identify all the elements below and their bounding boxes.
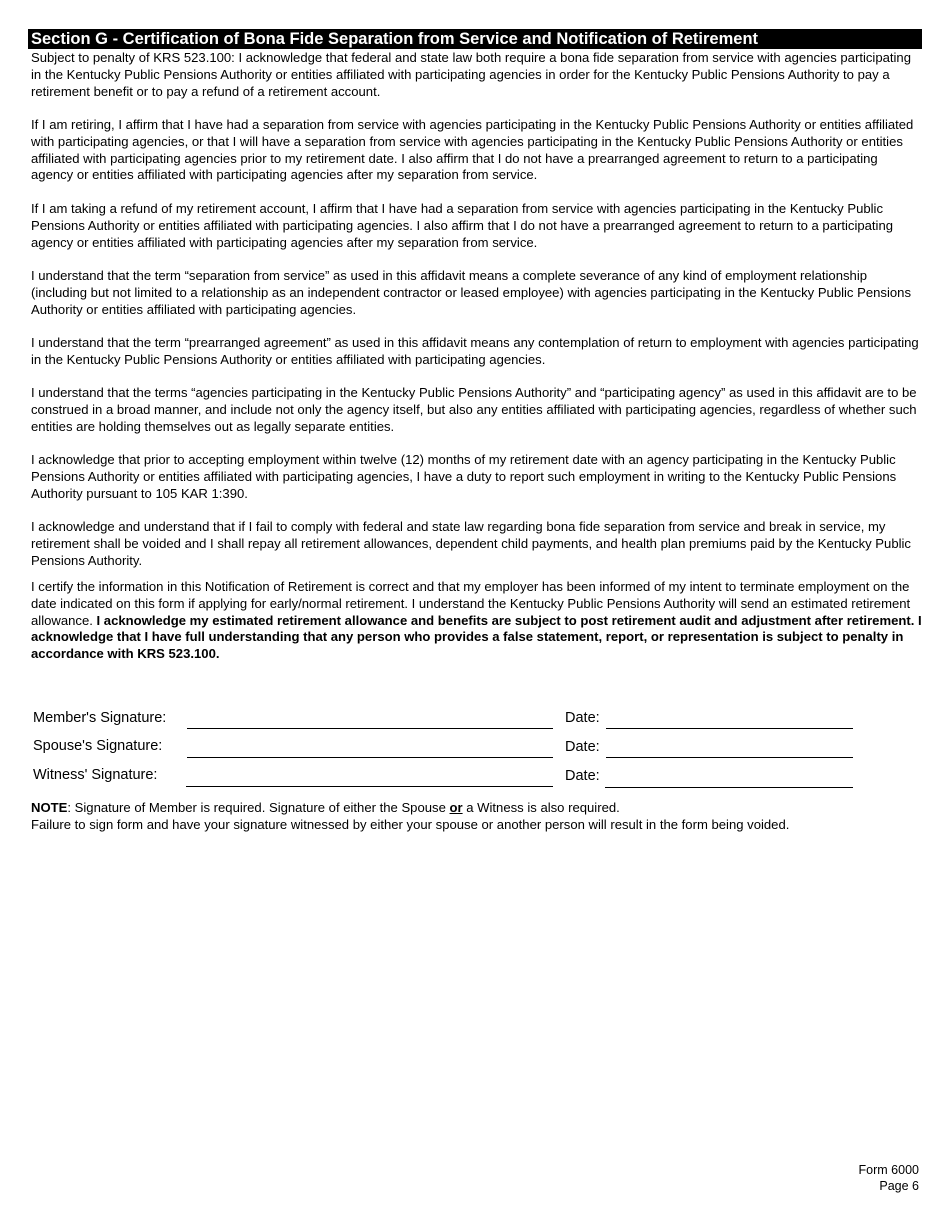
certification-text: I certify the information in this Notification of Retirement is correct and that my employer has been informed of my intent to terminate employment on the date indicated on this form if applying for early/normal retirement. I understand the Kentucky Public Pensions Authority will send an estimated retirement allowance.: [31, 579, 911, 628]
note-text-1: : Signature of Member is required. Signature of either the Spouse: [67, 800, 450, 815]
member-signature-label: Member's Signature:: [33, 710, 167, 726]
spouse-date-field[interactable]: [606, 757, 853, 758]
signature-note: [31, 799, 921, 833]
page-footer: [859, 1163, 919, 1194]
member-date-field[interactable]: [606, 728, 853, 729]
spouse-signature-label: Spouse's Signature:: [33, 738, 163, 754]
spouse-date-label: Date:: [565, 739, 600, 755]
paragraph-employment-report: I acknowledge that prior to accepting employment within twelve (12) months of my retirement date with an agency participating in the Kentucky Public Pensions Authority or entities affiliated with participating agencies, I have a duty to report such employment in writing to the Kentucky Public Pensions Authority pursuant to 105 KAR 1:390.: [31, 452, 897, 501]
note-label: NOTE: [31, 800, 68, 815]
form-number: Form 6000: [858, 1163, 919, 1177]
page-number: Page 6: [879, 1178, 919, 1193]
paragraph-refund-affirmation: If I am taking a refund of my retirement account, I affirm that I have had a separation from service with agencies participating in the Kentucky Public Pensions Authority or entities affiliated with participating agencies. I also affirm that I do not have a prearranged agreement to return to a participating agency or entities affiliated with participating agencies after my separation from service.: [31, 201, 894, 250]
paragraph-certification: [31, 579, 923, 663]
note-line-2: Failure to sign form and have your signature witnessed by either your spouse or another person will result in the form being voided.: [31, 817, 790, 832]
paragraph-penalty: Subject to penalty of KRS 523.100: I acknowledge that federal and state law both require a bona fide separation from service with agencies participating in the Kentucky Public Pensions Authority or entities affiliated with participating agencies in order for the Kentucky Public Pensions Authority to pay a retirement benefit or to pay a refund of a retirement account.: [31, 50, 911, 99]
paragraph-retiring-affirmation: If I am retiring, I affirm that I have had a separation from service with agencies participating in the Kentucky Public Pensions Authority or entities affiliated with participating agencies, or that I will have a separation from service with agencies participating in the Kentucky Public Pensions Authority or entities affiliated with participating agencies prior to my retirement date. I also affirm that I do not have a prearranged agreement to return to a participating agency or entities affiliated with participating agencies after my separation from service.: [31, 117, 914, 183]
witness-signature-label: Witness' Signature:: [33, 767, 158, 783]
member-signature-field[interactable]: [187, 728, 553, 729]
witness-date-field[interactable]: [605, 787, 853, 788]
paragraph-prearranged-definition: I understand that the term “prearranged agreement” as used in this affidavit means any contemplation of return to employment with agencies participating in the Kentucky Public Pensions Authority or entities affiliated with participating agencies.: [31, 335, 919, 367]
member-date-label: Date:: [565, 710, 600, 726]
certification-acknowledgement: I acknowledge my estimated retirement allowance and benefits are subject to post retirement audit and adjustment after retirement. I acknowledge that I have full understanding that any person who provides a false statement, report, or representation is subject to penalty in accordance with KRS 523.100.: [31, 612, 922, 662]
note-text-2: a Witness is also required.: [462, 800, 620, 815]
paragraph-agencies-definition: I understand that the terms “agencies participating in the Kentucky Public Pensions Authority” and “participating agency” as used in this affidavit are to be construed in a broad manner, and include not only the agency itself, but also any entities affiliated with participating agencies, regardless of whether such entities are holding themselves out as legally separate entities.: [31, 385, 917, 434]
section-g-header: Section G - Certification of Bona Fide Separation from Service and Notification of Retirement: [28, 29, 922, 49]
note-or: or: [449, 800, 463, 815]
witness-date-label: Date:: [565, 768, 600, 784]
witness-signature-field[interactable]: [186, 786, 553, 787]
paragraph-compliance: I acknowledge and understand that if I fail to comply with federal and state law regarding bona fide separation from service and break in service, my retirement shall be voided and I shall repay all retirement allowances, dependent child payments, and health plan premiums paid by the Kentucky Public Pensions Authority.: [31, 519, 911, 568]
note-line-1: [31, 799, 921, 816]
paragraph-separation-definition: I understand that the term “separation from service” as used in this affidavit means a complete severance of any kind of employment relationship (including but not limited to a relationship as an independent contractor or leased employee) with agencies participating in the Kentucky Public Pensions Authority or entities affiliated with participating agencies.: [31, 268, 911, 317]
spouse-signature-field[interactable]: [187, 757, 553, 758]
